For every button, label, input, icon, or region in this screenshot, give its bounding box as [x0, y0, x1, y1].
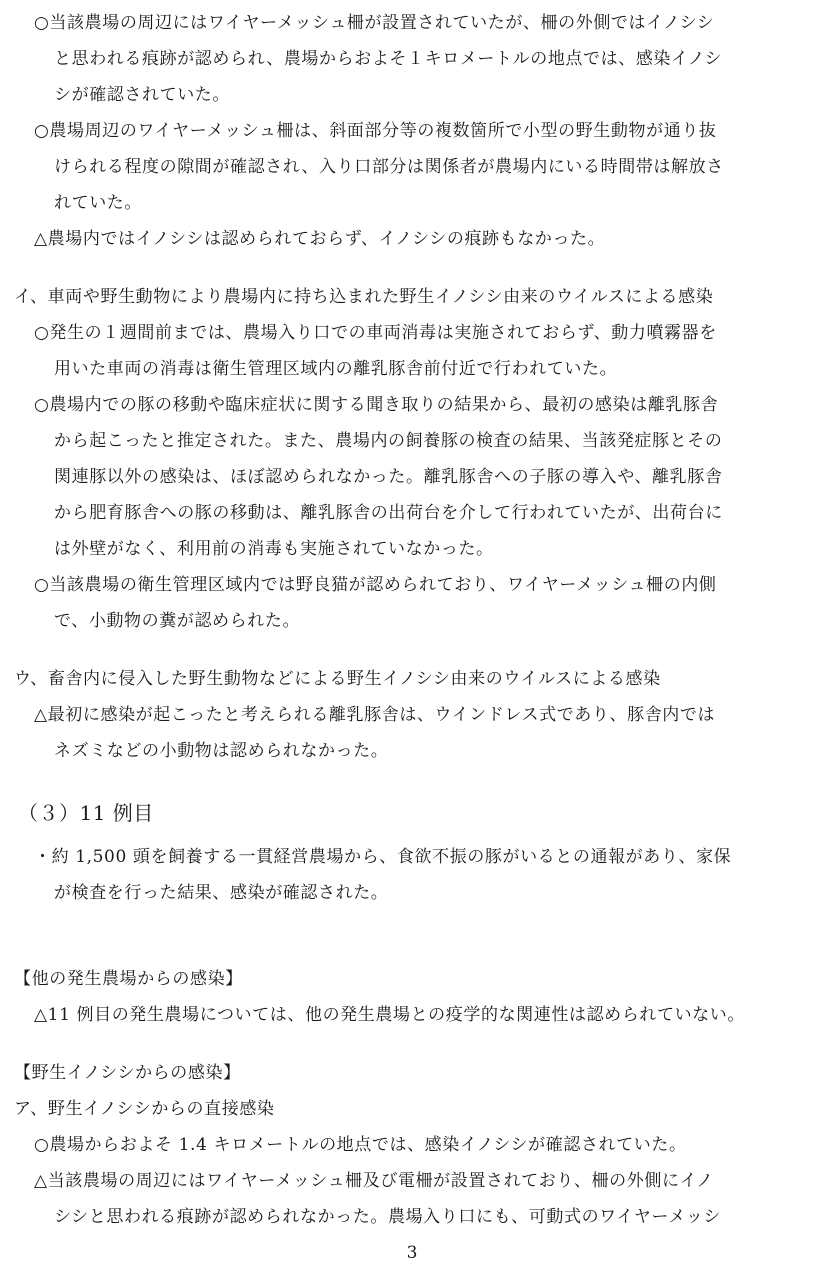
text-line: から起こったと推定された。また、農場内の飼養豚の検査の結果、当該発症豚とその: [54, 431, 723, 451]
text-line: ○発生の１週間前までは、農場入り口での車両消毒は実施されておらず、動力噴霧器を: [34, 323, 717, 343]
section-heading: （３）11 例目: [18, 801, 154, 825]
text-line: シシと思われる痕跡が認められなかった。農場入り口にも、可動式のワイヤーメッシ: [54, 1207, 722, 1227]
text-line: △農場内ではイノシシは認められておらず、イノシシの痕跡もなかった。: [34, 229, 606, 249]
page-number: 3: [406, 1243, 418, 1263]
text-line: は外壁がなく、利用前の消毒も実施されていなかった。: [54, 539, 494, 559]
bracket-heading: 【他の発生農場からの感染】: [14, 969, 243, 989]
text-line: で、小動物の糞が認められた。: [54, 611, 301, 631]
text-line: △当該農場の周辺にはワイヤーメッシュ柵及び電柵が設置されており、柵の外側にイノ: [34, 1171, 714, 1191]
text-line: シが確認されていた。: [54, 85, 230, 105]
text-line: れていた。: [54, 193, 142, 213]
subsection-heading: ウ、畜舎内に侵入した野生動物などによる野生イノシシ由来のウイルスによる感染: [14, 669, 661, 689]
text-line: ○当該農場の周辺にはワイヤーメッシュ柵が設置されていたが、柵の外側ではイノシシ: [34, 13, 715, 33]
subsection-heading: イ、車両や野生動物により農場内に持ち込まれた野生イノシシ由来のウイルスによる感染: [14, 287, 714, 307]
text-line: △最初に感染が起こったと考えられる離乳豚舎は、ウインドレス式であり、豚舎内では: [34, 705, 716, 725]
text-line: ○農場からおよそ 1.4 キロメートルの地点では、感染イノシシが確認されていた。: [34, 1135, 687, 1155]
text-line: と思われる痕跡が認められ、農場からおよそ１キロメートルの地点では、感染イノシ: [54, 49, 723, 69]
text-line: ○農場周辺のワイヤーメッシュ柵は、斜面部分等の複数箇所で小型の野生動物が通り抜: [34, 121, 717, 141]
bracket-heading: 【野生イノシシからの感染】: [14, 1063, 241, 1083]
text-line: △11 例目の発生農場については、他の発生農場との疫学的な関連性は認められていない。: [34, 1005, 745, 1025]
text-line: 用いた車両の消毒は衛生管理区域内の離乳豚舎前付近で行われていた。: [54, 359, 618, 379]
text-line: ○当該農場の衛生管理区域内では野良猫が認められており、ワイヤーメッシュ柵の内側: [34, 575, 717, 595]
text-line: から肥育豚舎への豚の移動は、離乳豚舎の出荷台を介して行われていたが、出荷台に: [54, 503, 723, 523]
text-line: ・約 1,500 頭を飼養する一貫経営農場から、食欲不振の豚がいるとの通報があり、家保: [34, 847, 732, 867]
text-line: ○農場内での豚の移動や臨床症状に関する聞き取りの結果から、最初の感染は離乳豚舎: [34, 395, 719, 415]
text-line: ネズミなどの小動物は認められなかった。: [54, 741, 389, 761]
text-line: けられる程度の隙間が確認され、入り口部分は関係者が農場内にいる時間帯は解放さ: [54, 157, 724, 177]
subsection-heading: ア、野生イノシシからの直接感染: [14, 1099, 275, 1119]
text-line: が検査を行った結果、感染が確認された。: [54, 883, 389, 903]
text-line: 関連豚以外の感染は、ほぼ認められなかった。離乳豚舎への子豚の導入や、離乳豚舎: [54, 467, 723, 487]
